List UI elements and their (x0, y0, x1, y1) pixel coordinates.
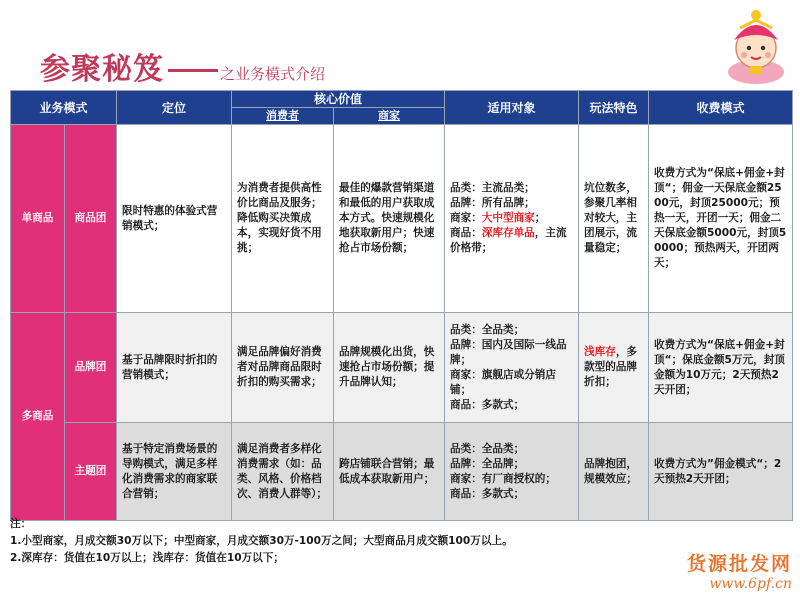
cell-play: 品牌抱团，规模效应； (579, 423, 649, 521)
target-line: 商品：多款式； (450, 398, 525, 411)
header-core-value: 核心价值 (232, 91, 445, 108)
subcategory-product-group: 商品团 (65, 125, 117, 313)
table-row-theme (11, 423, 793, 521)
target-line: 品类：全品类； (450, 442, 525, 455)
target-suffix: ，主流价格带； (450, 227, 567, 254)
play-rest: ，多款型的品牌折扣； (584, 346, 637, 388)
cell-consumer: 满足品牌偏好消费者对品牌商品限时折扣的购买需求； (232, 313, 334, 423)
cell-position: 限时特惠的体验式营销模式； (117, 125, 232, 313)
header-row (11, 91, 793, 108)
header-play: 玩法特色 (579, 91, 649, 125)
cell-position: 基于品牌限时折扣的营销模式； (117, 313, 232, 423)
target-line: 商品：多款式； (450, 487, 525, 500)
cell-consumer: 满足消费者多样化消费需求（如：品类、风格、价格档次、消费人群等）； (232, 423, 334, 521)
cell-position: 基于特定消费场景的导购模式，满足多样化消费需求的商家联合营销； (117, 423, 232, 521)
category-multi: 多商品 (11, 313, 65, 521)
table-row-single (11, 125, 793, 313)
header-merchant: 商家 (334, 108, 445, 125)
title-main: 参聚秘笈 (40, 52, 164, 87)
target-line: 品牌：所有品牌； (450, 197, 535, 209)
subcategory-brand-group: 品牌团 (65, 313, 117, 423)
target-line: 品类：全品类； (450, 323, 525, 336)
note-2: 2.深库存：货值在10万以上；浅库存：货值在10万以下； (10, 552, 284, 564)
cell-target (445, 313, 579, 423)
target-line (450, 211, 573, 226)
cell-fee: 收费方式为“保底+佣金+封顶“；保底金额5万元，封顶金额为10万元；2天预热2天开团； (649, 313, 793, 423)
target-line (450, 226, 573, 256)
header-target: 适用对象 (445, 91, 579, 125)
title-sub: 之业务模式介绍 (220, 65, 326, 83)
table-row-brand (11, 313, 793, 423)
target-line: 品类：主流品类； (450, 182, 535, 194)
subcategory-theme-group: 主题团 (65, 423, 117, 521)
note-1: 1.小型商家，月成交额30万以下；中型商家，月成交额30万-100万之间；大型商品月成交额100万以上。 (10, 535, 513, 547)
cell-fee: 收费方式为”佣金模式“；2天预热2天开团； (649, 423, 793, 521)
footnotes (10, 516, 513, 567)
cell-merchant: 最佳的爆款营销渠道和最低的用户获取成本方式。快速规模化地获取新用户；快速抢占市场份额； (334, 125, 445, 313)
target-suffix: ； (534, 212, 546, 224)
cell-target (445, 125, 579, 313)
target-line: 商家：有厂商授权的； (450, 472, 556, 485)
watermark-url: www.6pf.cn (709, 576, 792, 592)
cell-consumer: 为消费者提供高性价比商品及服务；降低购买决策成本，实现好货不用挑； (232, 125, 334, 313)
header-fee: 收费模式 (649, 91, 793, 125)
mascot-icon (716, 6, 796, 86)
cell-merchant: 跨店铺联合营销；最低成本获取新用户； (334, 423, 445, 521)
watermark-title: 货源批发网 (686, 553, 792, 575)
cell-merchant: 品牌规模化出货，快速抢占市场份额；提升品牌认知； (334, 313, 445, 423)
target-prefix: 商品： (450, 227, 482, 239)
header-mode: 业务模式 (11, 91, 117, 125)
cell-play (579, 313, 649, 423)
target-line: 品牌：全品牌； (450, 457, 525, 470)
target-highlight: 大中型商家 (481, 212, 535, 224)
title-dash (168, 69, 218, 72)
target-line: 商家：旗舰店或分销店铺； (450, 368, 556, 396)
notes-label: 注： (10, 518, 32, 530)
cell-target (445, 423, 579, 521)
cell-play: 坑位数多，参聚几率相对较大，主团展示，流量稳定； (579, 125, 649, 313)
target-line: 品牌：国内及国际一线品牌； (450, 338, 567, 366)
target-prefix: 商家： (450, 212, 482, 224)
page-title (40, 44, 325, 88)
target-highlight: 深库存单品 (481, 227, 535, 239)
header-consumer: 消费者 (232, 108, 334, 125)
watermark (687, 549, 792, 592)
category-single: 单商品 (11, 125, 65, 313)
business-model-table (10, 90, 793, 521)
play-highlight: 浅库存 (584, 346, 616, 358)
cell-fee: 收费方式为“保底+佣金+封顶“；佣金一天保底金额2500元，封顶25000元；预热一天，开团一天；佣金二天保底金额5000元，封顶50000；预热两天，开团两天； (649, 125, 793, 313)
header-position: 定位 (117, 91, 232, 125)
